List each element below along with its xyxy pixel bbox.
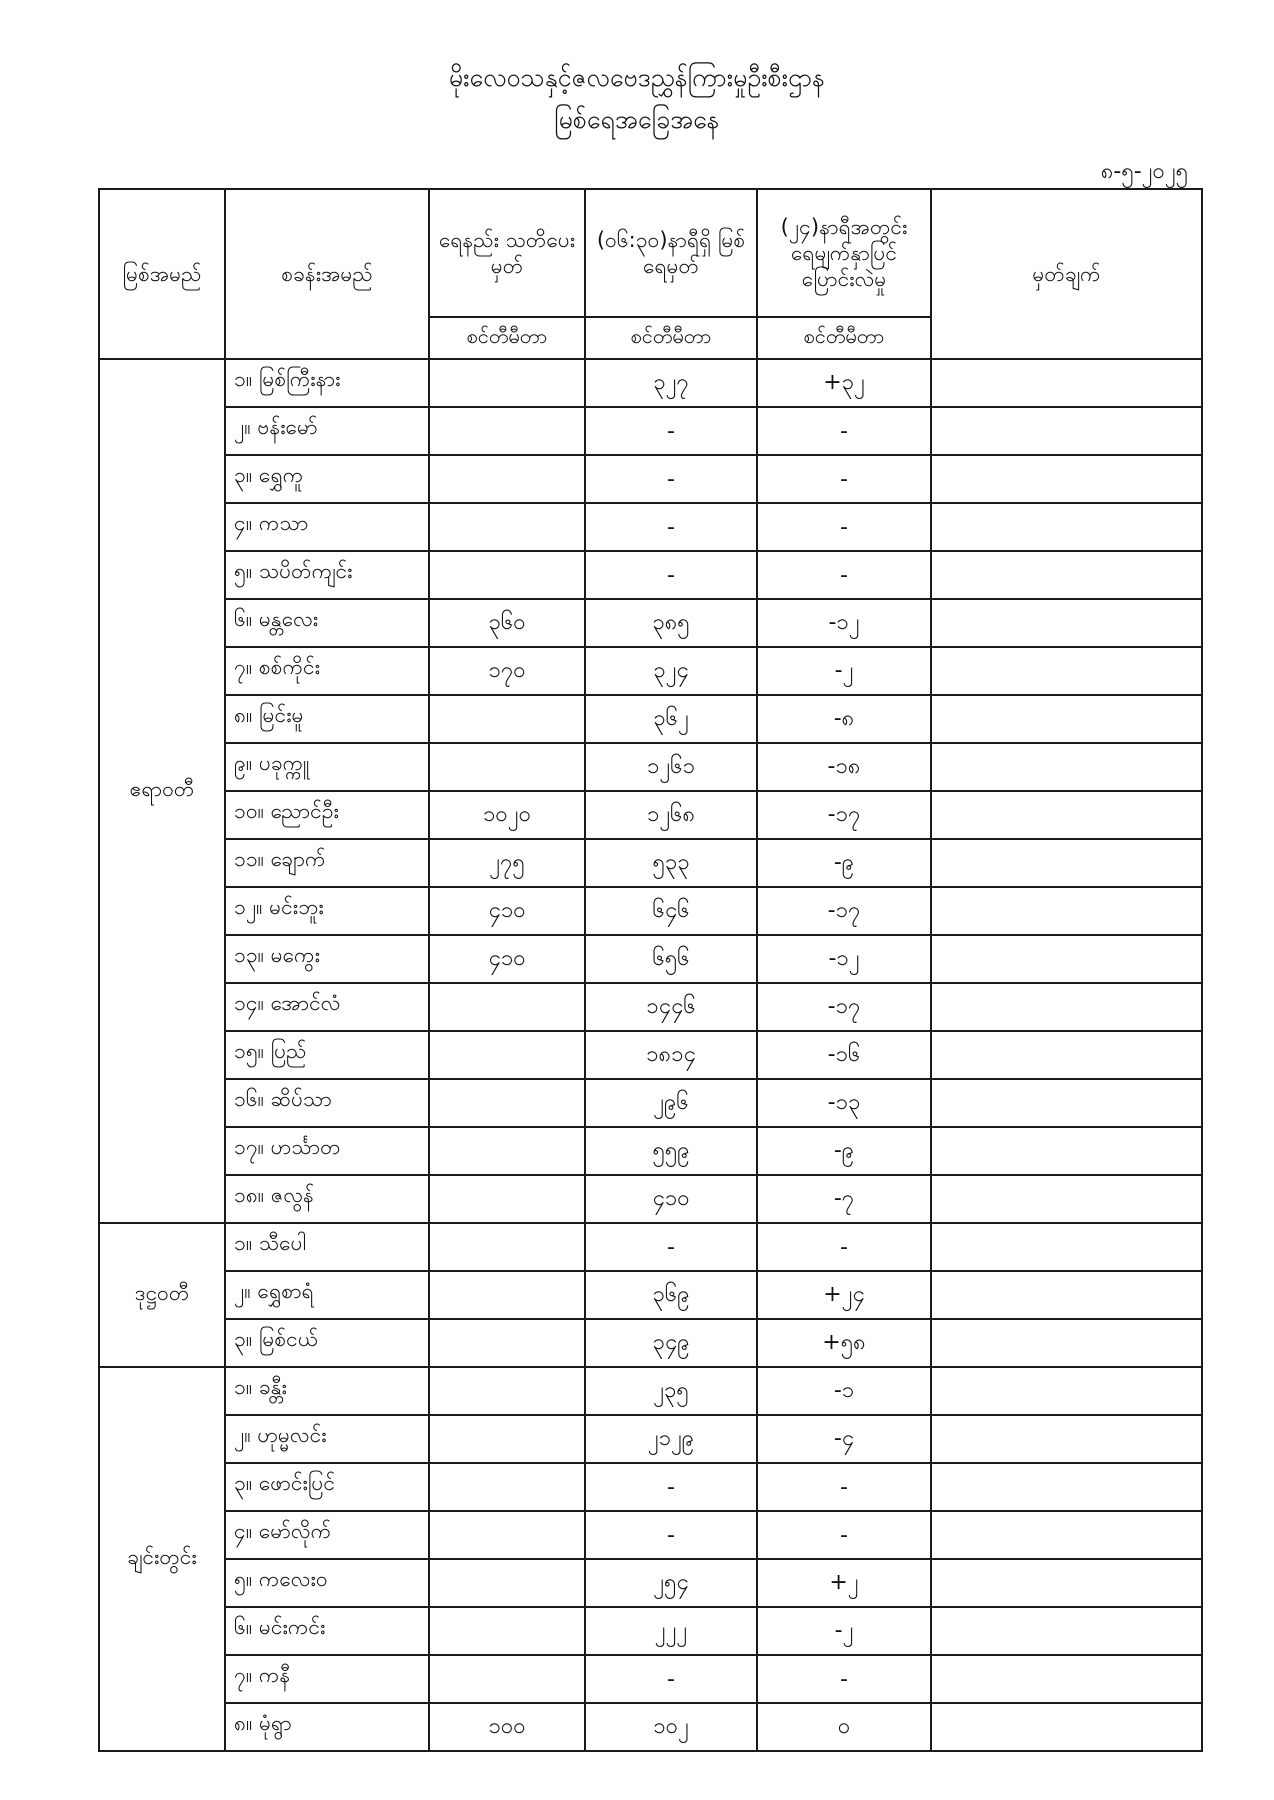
table-row	[99, 551, 1202, 599]
change-cell: -၂	[757, 647, 931, 695]
table-row	[99, 455, 1202, 503]
table-row	[99, 359, 1202, 407]
water-level-cell: -	[585, 1463, 757, 1511]
remark-cell	[931, 935, 1202, 983]
remark-cell	[931, 1703, 1202, 1751]
station-name: ၇။ ကနီ	[234, 1663, 291, 1687]
danger-level-cell	[429, 695, 585, 743]
table-row	[99, 839, 1202, 887]
station-name: ၃။ မြစ်ငယ်	[234, 1327, 319, 1351]
table-row	[99, 1607, 1202, 1655]
danger-level-cell	[429, 1175, 585, 1223]
table-row	[99, 1655, 1202, 1703]
water-level-cell: ၄၁၀	[585, 1175, 757, 1223]
water-level-cell: -	[585, 551, 757, 599]
change-cell: -၂	[757, 1607, 931, 1655]
table-row	[99, 1319, 1202, 1367]
water-level-cell: ၂၅၄	[585, 1559, 757, 1607]
remark-cell	[931, 455, 1202, 503]
station-cell	[225, 1079, 429, 1127]
table-row	[99, 1559, 1202, 1607]
col-header-station: စခန်းအမည်	[225, 189, 429, 359]
table-row	[99, 1175, 1202, 1223]
remark-cell	[931, 1463, 1202, 1511]
station-cell	[225, 1367, 429, 1415]
change-cell: +၂၄	[757, 1271, 931, 1319]
station-cell	[225, 1319, 429, 1367]
table-row	[99, 1127, 1202, 1175]
danger-level-cell	[429, 1655, 585, 1703]
unit-label: စင်တီမီတာ	[429, 317, 585, 359]
remark-cell	[931, 1655, 1202, 1703]
danger-level-cell	[429, 1031, 585, 1079]
water-level-cell: ၆၅၆	[585, 935, 757, 983]
station-name: ၁။ ခန္တီး	[234, 1375, 287, 1399]
remark-cell	[931, 1319, 1202, 1367]
danger-level-cell	[429, 407, 585, 455]
report-date: ၈-၅-၂၀၂၅	[1100, 159, 1188, 184]
remark-cell	[931, 1127, 1202, 1175]
remark-cell	[931, 599, 1202, 647]
change-cell: ၀	[757, 1703, 931, 1751]
station-name: ၇။ စစ်ကိုင်း	[234, 655, 320, 679]
change-cell: -၁၇	[757, 983, 931, 1031]
remark-cell	[931, 695, 1202, 743]
table-row	[99, 887, 1202, 935]
table-row	[99, 983, 1202, 1031]
station-cell	[225, 551, 429, 599]
water-level-cell: ၁၄၄၆	[585, 983, 757, 1031]
col-header-river: မြစ်အမည်	[99, 189, 225, 359]
danger-level-cell	[429, 1079, 585, 1127]
danger-level-cell	[429, 1223, 585, 1271]
table-row	[99, 1703, 1202, 1751]
station-name: ၆။ မန္တလေး	[234, 607, 319, 631]
change-cell: -၉	[757, 839, 931, 887]
station-cell	[225, 407, 429, 455]
col-header-change: (၂၄)နာရီအတွင်း ရေမျက်နှာပြင် ပြောင်းလဲမှု	[757, 189, 931, 317]
change-cell: -၁၇	[757, 791, 931, 839]
change-cell: -	[757, 1463, 931, 1511]
remark-cell	[931, 551, 1202, 599]
change-cell: -၁၂	[757, 599, 931, 647]
danger-level-cell	[429, 1271, 585, 1319]
river-name-cell: ဒုဋ္ဌဝတီ	[99, 1223, 225, 1367]
change-cell: -၁၆	[757, 1031, 931, 1079]
danger-level-cell	[429, 1127, 585, 1175]
station-cell	[225, 1271, 429, 1319]
danger-level-cell	[429, 1367, 585, 1415]
remark-cell	[931, 1031, 1202, 1079]
station-cell	[225, 1607, 429, 1655]
danger-level-cell	[429, 1511, 585, 1559]
danger-level-cell	[429, 1559, 585, 1607]
station-name: ၂။ ဗန်းမော်	[234, 415, 318, 439]
danger-level-cell: ၂၇၅	[429, 839, 585, 887]
table-row	[99, 743, 1202, 791]
table-row	[99, 1463, 1202, 1511]
water-level-cell: -	[585, 455, 757, 503]
station-name: ၁၃။ မကွေး	[234, 943, 320, 967]
station-cell	[225, 935, 429, 983]
station-cell	[225, 1511, 429, 1559]
station-name: ၉။ ပခုက္ကူ	[234, 751, 310, 775]
table-row	[99, 1223, 1202, 1271]
remark-cell	[931, 1079, 1202, 1127]
station-cell	[225, 503, 429, 551]
danger-level-cell	[429, 359, 585, 407]
remark-cell	[931, 887, 1202, 935]
water-level-cell: ၃၂၄	[585, 647, 757, 695]
table-row	[99, 1031, 1202, 1079]
unit-label: စင်တီမီတာ	[585, 317, 757, 359]
station-name: ၈။ မုံရွာ	[234, 1711, 292, 1735]
water-level-cell: ၃၈၅	[585, 599, 757, 647]
remark-cell	[931, 1367, 1202, 1415]
danger-level-cell: ၄၁၀	[429, 887, 585, 935]
water-level-cell: ၃၄၉	[585, 1319, 757, 1367]
danger-level-cell	[429, 1415, 585, 1463]
river-name-cell: ချင်းတွင်း	[99, 1367, 225, 1751]
station-cell	[225, 1703, 429, 1751]
water-level-cell: ၃၂၇	[585, 359, 757, 407]
remark-cell	[931, 1175, 1202, 1223]
station-cell	[225, 695, 429, 743]
station-name: ၄။ မော်လိုက်	[234, 1519, 332, 1543]
water-level-cell: -	[585, 503, 757, 551]
change-cell: -၁၈	[757, 743, 931, 791]
station-name: ၁၆။ ဆိပ်သာ	[234, 1087, 332, 1111]
remark-cell	[931, 1607, 1202, 1655]
danger-level-cell: ၃၆၀	[429, 599, 585, 647]
table-row	[99, 695, 1202, 743]
station-name: ၄။ ကသာ	[234, 511, 309, 535]
water-level-cell: ၃၆၂	[585, 695, 757, 743]
danger-level-cell	[429, 743, 585, 791]
report-subtitle: မြစ်ရေအခြေအနေ	[554, 105, 720, 134]
change-cell: -၁၃	[757, 1079, 931, 1127]
remark-cell	[931, 839, 1202, 887]
remark-cell	[931, 1511, 1202, 1559]
station-name: ၁၅။ ပြည်	[234, 1039, 307, 1063]
change-cell: -၁၇	[757, 887, 931, 935]
table-row	[99, 407, 1202, 455]
station-cell	[225, 647, 429, 695]
col-header-level: (၀၆:၃၀)နာရီရှိ မြစ်ရေမှတ်	[585, 189, 757, 317]
station-cell	[225, 1127, 429, 1175]
change-cell: +၅၈	[757, 1319, 931, 1367]
table-row	[99, 1367, 1202, 1415]
remark-cell	[931, 1271, 1202, 1319]
station-name: ၁၀။ ညောင်ဦး	[234, 799, 339, 823]
station-cell	[225, 1415, 429, 1463]
change-cell: +၃၂	[757, 359, 931, 407]
station-cell	[225, 1559, 429, 1607]
remark-cell	[931, 1415, 1202, 1463]
table-row	[99, 647, 1202, 695]
remark-cell	[931, 791, 1202, 839]
danger-level-cell: ၁၀၂၀	[429, 791, 585, 839]
station-name: ၃။ ရွှေကူ	[234, 463, 304, 487]
station-name: ၁၂။ မင်းဘူး	[234, 895, 324, 919]
station-name: ၃။ ဖောင်းပြင်	[234, 1471, 336, 1495]
table-row	[99, 935, 1202, 983]
station-name: ၁၁။ ချောက်	[234, 847, 326, 871]
station-name: ၂။ ရွှေစာရံ	[234, 1279, 314, 1303]
remark-cell	[931, 407, 1202, 455]
table-body	[99, 359, 1202, 1751]
change-cell: -၁၂	[757, 935, 931, 983]
station-cell	[225, 887, 429, 935]
change-cell: -၁	[757, 1367, 931, 1415]
river-level-table	[98, 188, 1203, 1752]
remark-cell	[931, 983, 1202, 1031]
station-name: ၁။ သီပေါ	[234, 1231, 307, 1255]
station-cell	[225, 839, 429, 887]
remark-cell	[931, 1223, 1202, 1271]
water-level-cell: -	[585, 1511, 757, 1559]
station-name: ၁။ မြစ်ကြီးနား	[234, 367, 341, 391]
danger-level-cell	[429, 1463, 585, 1511]
danger-level-cell: ၄၁၀	[429, 935, 585, 983]
water-level-cell: ၁၀၂	[585, 1703, 757, 1751]
water-level-cell: ၃၆၉	[585, 1271, 757, 1319]
station-name: ၁၇။ ဟင်္သာတ	[234, 1135, 341, 1159]
unit-label: စင်တီမီတာ	[757, 317, 931, 359]
water-level-cell: ၂၁၂၉	[585, 1415, 757, 1463]
station-cell	[225, 1223, 429, 1271]
org-title: မိုးလေဝသနှင့်ဇလဗေဒညွှန်ကြားမှုဦးစီးဌာန	[448, 63, 826, 92]
change-cell: +၂	[757, 1559, 931, 1607]
table-row	[99, 599, 1202, 647]
station-cell	[225, 1175, 429, 1223]
change-cell: -	[757, 503, 931, 551]
station-cell	[225, 599, 429, 647]
change-cell: -	[757, 1223, 931, 1271]
station-cell	[225, 743, 429, 791]
water-level-cell: ၆၄၆	[585, 887, 757, 935]
danger-level-cell	[429, 551, 585, 599]
table-row	[99, 1511, 1202, 1559]
station-name: ၁၈။ ဇလွန်	[234, 1183, 314, 1207]
change-cell: -၄	[757, 1415, 931, 1463]
station-name: ၆။ မင်းကင်း	[234, 1615, 326, 1639]
danger-level-cell	[429, 983, 585, 1031]
station-name: ၈။ မြင်းမူ	[234, 703, 304, 727]
remark-cell	[931, 743, 1202, 791]
station-name: ၁၄။ အောင်လံ	[234, 991, 341, 1015]
danger-level-cell: ၁၇၀	[429, 647, 585, 695]
change-cell: -	[757, 1511, 931, 1559]
water-level-cell: ၂၉၆	[585, 1079, 757, 1127]
danger-level-cell	[429, 1607, 585, 1655]
water-level-cell: ၅၃၃	[585, 839, 757, 887]
col-header-danger: ရေနည်း သတိပေးမှတ်	[429, 189, 585, 317]
station-cell	[225, 455, 429, 503]
water-level-cell: ၅၅၉	[585, 1127, 757, 1175]
change-cell: -	[757, 551, 931, 599]
river-name-cell: ဧရာဝတီ	[99, 359, 225, 1223]
change-cell: -	[757, 407, 931, 455]
station-cell	[225, 791, 429, 839]
remark-cell	[931, 647, 1202, 695]
danger-level-cell: ၁၀၀	[429, 1703, 585, 1751]
remark-cell	[931, 359, 1202, 407]
danger-level-cell	[429, 503, 585, 551]
water-level-cell: ၁၈၁၄	[585, 1031, 757, 1079]
danger-level-cell	[429, 455, 585, 503]
station-name: ၂။ ဟုမ္မလင်း	[234, 1423, 327, 1447]
table-row	[99, 791, 1202, 839]
station-name: ၅။ သပိတ်ကျင်း	[234, 559, 353, 583]
col-header-remark: မှတ်ချက်	[931, 189, 1202, 359]
station-cell	[225, 359, 429, 407]
change-cell: -၉	[757, 1127, 931, 1175]
table-row	[99, 1415, 1202, 1463]
station-cell	[225, 1463, 429, 1511]
change-cell: -	[757, 1655, 931, 1703]
station-cell	[225, 1031, 429, 1079]
water-level-cell: ၁၂၆၁	[585, 743, 757, 791]
water-level-cell: -	[585, 407, 757, 455]
remark-cell	[931, 503, 1202, 551]
water-level-cell: -	[585, 1223, 757, 1271]
change-cell: -၈	[757, 695, 931, 743]
table-row	[99, 503, 1202, 551]
water-level-cell: ၂၂၂	[585, 1607, 757, 1655]
water-level-cell: -	[585, 1655, 757, 1703]
danger-level-cell	[429, 1319, 585, 1367]
station-cell	[225, 983, 429, 1031]
table-row	[99, 1271, 1202, 1319]
remark-cell	[931, 1559, 1202, 1607]
table-row	[99, 1079, 1202, 1127]
change-cell: -၇	[757, 1175, 931, 1223]
water-level-cell: ၂၃၅	[585, 1367, 757, 1415]
change-cell: -	[757, 455, 931, 503]
water-level-cell: ၁၂၆၈	[585, 791, 757, 839]
station-cell	[225, 1655, 429, 1703]
station-name: ၅။ ကလေးဝ	[234, 1567, 328, 1591]
